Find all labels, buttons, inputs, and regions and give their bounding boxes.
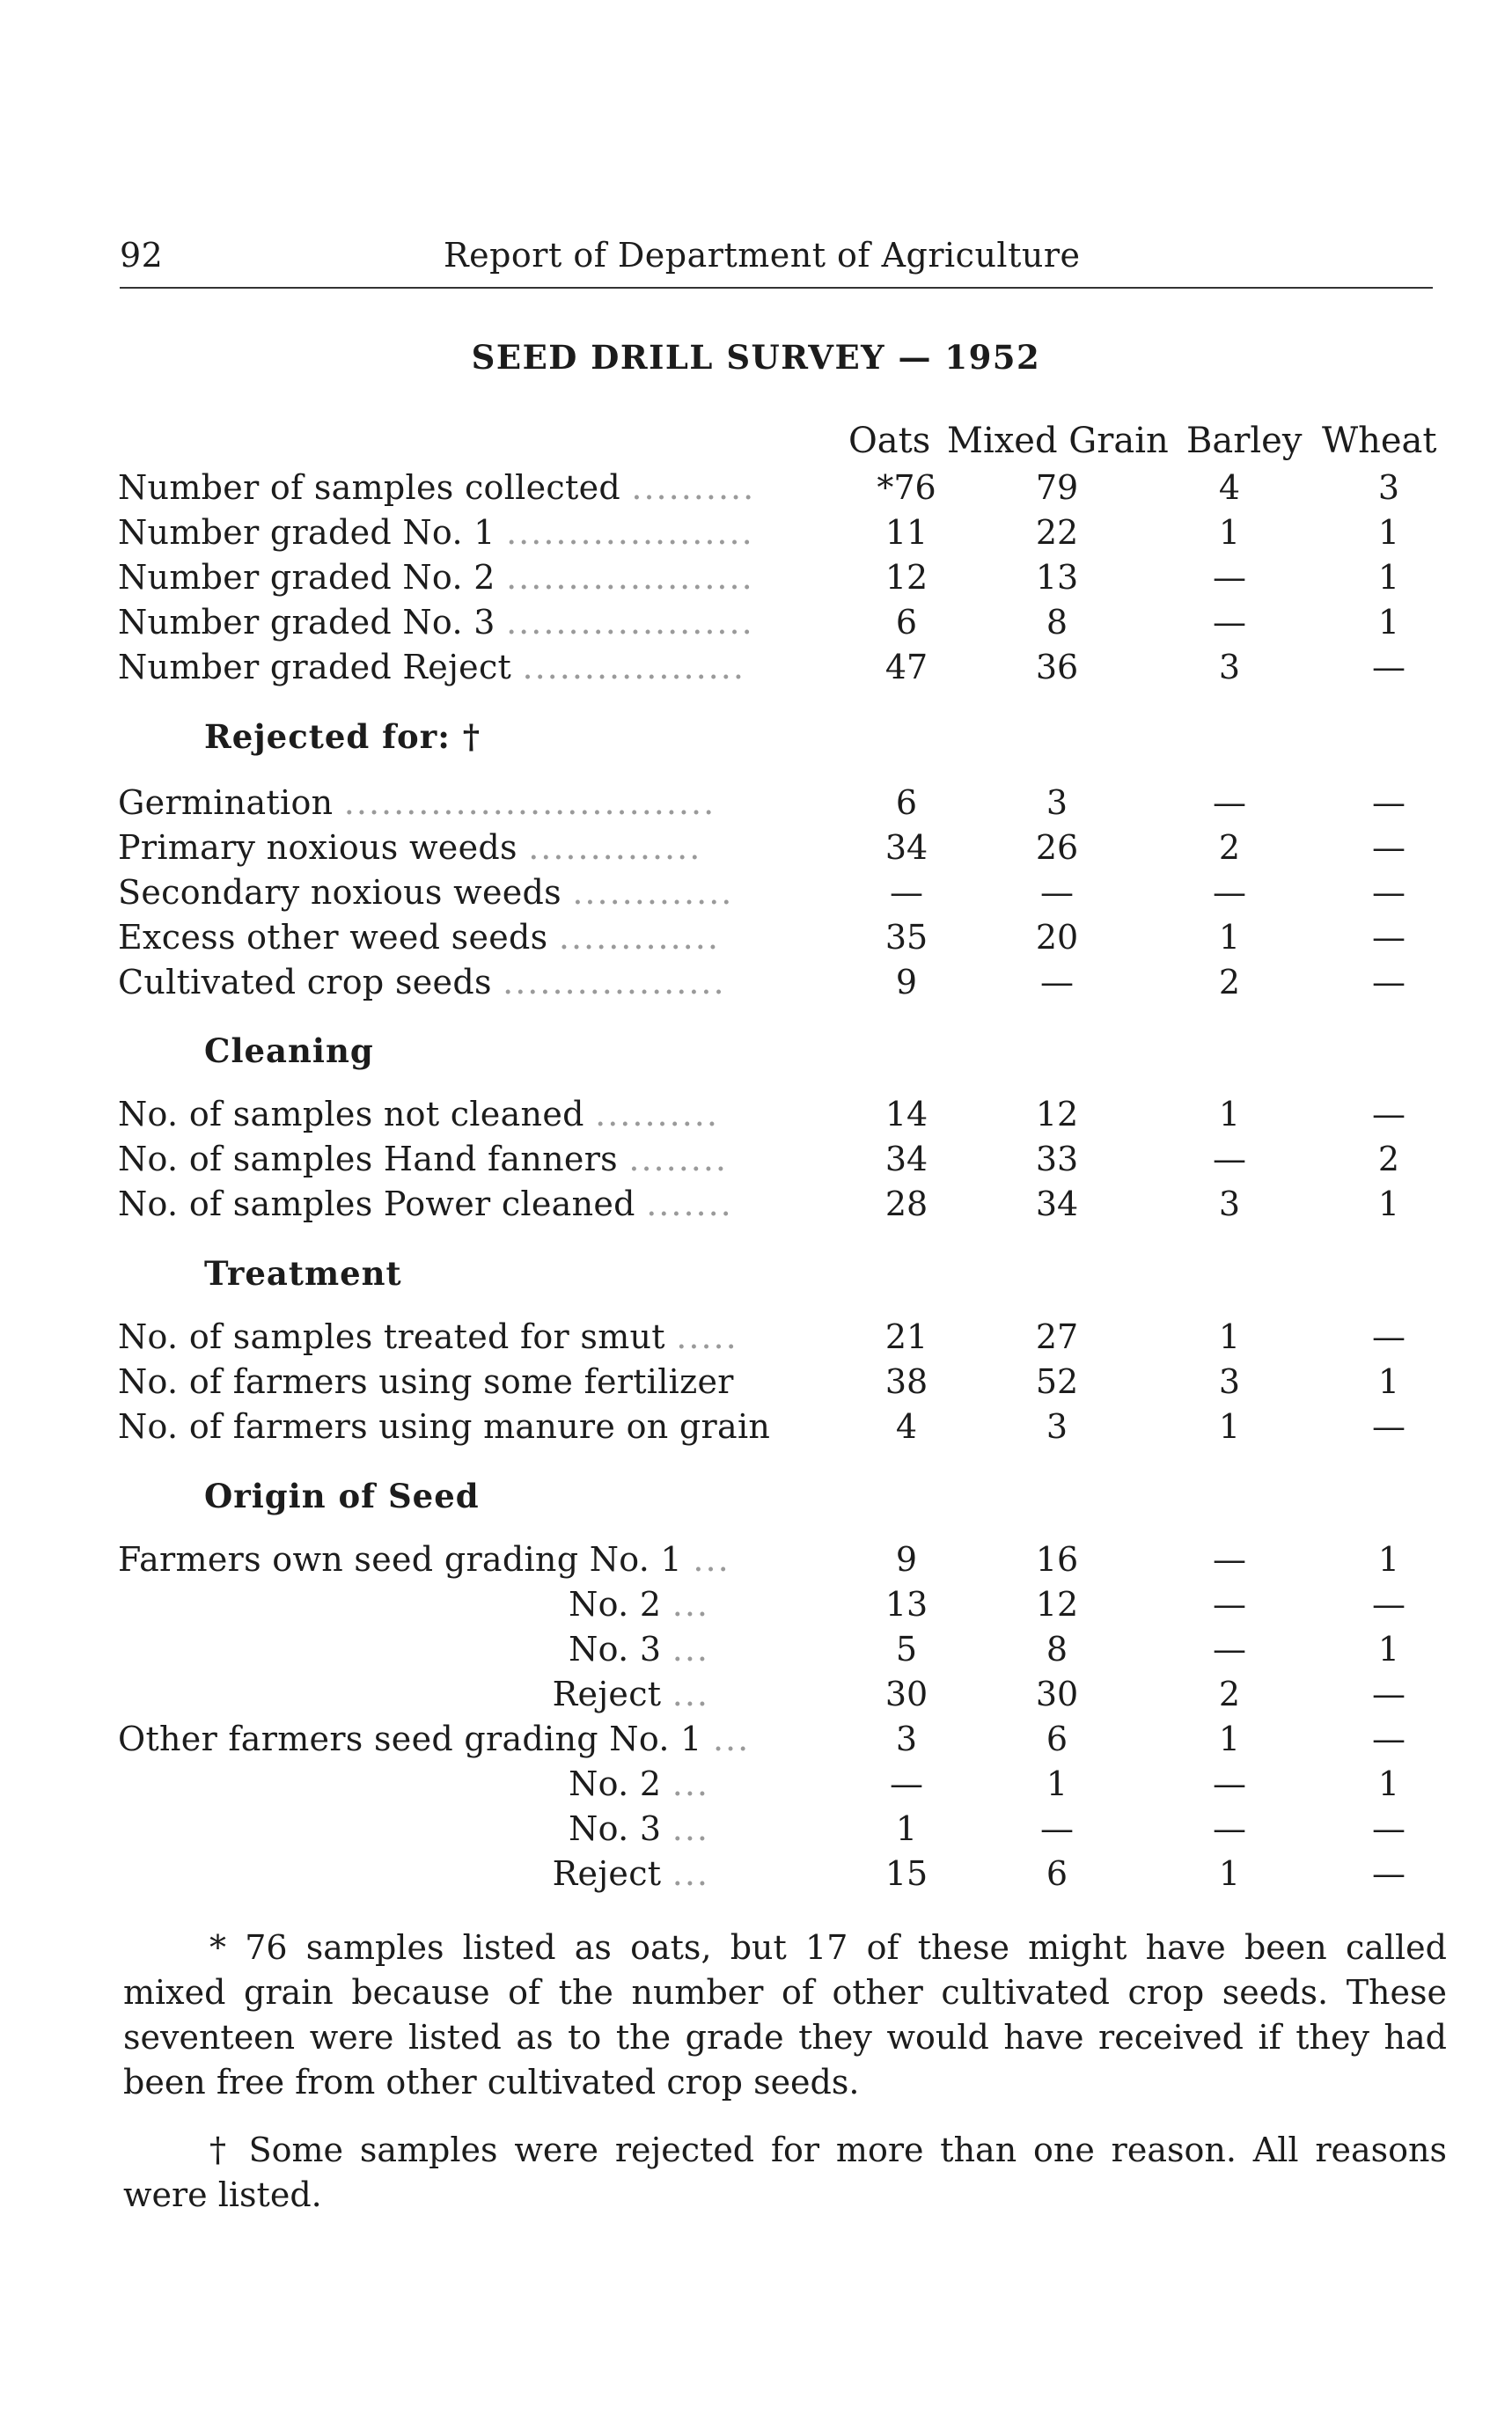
- cell-mixed-grain: 33: [1035, 1140, 1079, 1178]
- table-row: [0, 558, 1512, 602]
- cell-barley: —: [1213, 1140, 1246, 1178]
- row-label: No. 2 ...: [569, 1585, 709, 1624]
- table-row: [0, 1809, 1512, 1853]
- cell-wheat: —: [1372, 828, 1406, 867]
- cell-barley: —: [1213, 558, 1246, 597]
- cell-mixed-grain: 27: [1035, 1317, 1079, 1356]
- table-row: [0, 1140, 1512, 1184]
- table-row: [0, 1720, 1512, 1764]
- row-label: Other farmers seed grading No. 1 ...: [118, 1720, 751, 1758]
- cell-barley: 1: [1218, 1095, 1241, 1133]
- cell-barley: 2: [1218, 963, 1241, 1001]
- cell-wheat: 1: [1377, 513, 1400, 552]
- cell-mixed-grain: 8: [1046, 603, 1068, 642]
- table-row: [0, 918, 1512, 962]
- cell-wheat: 1: [1377, 1362, 1400, 1401]
- row-label: Secondary noxious weeds .............: [118, 873, 734, 912]
- cell-mixed-grain: 30: [1035, 1675, 1079, 1713]
- cell-oats: 9: [895, 963, 918, 1001]
- cell-mixed-grain: 3: [1046, 783, 1068, 822]
- row-label: No. 3 ...: [569, 1630, 709, 1669]
- cell-barley: —: [1213, 873, 1246, 912]
- table-row: [0, 828, 1512, 872]
- cell-mixed-grain: —: [1040, 963, 1074, 1001]
- row-label: No. of samples treated for smut .....: [118, 1317, 738, 1356]
- column-header-oats: Oats: [848, 421, 931, 461]
- cell-barley: —: [1213, 1809, 1246, 1848]
- cell-barley: 1: [1218, 1720, 1241, 1758]
- footnote-text: * 76 samples listed as oats, but 17 of these might have been called mixed grain because of the number of other cultivated crop seeds. These seventeen were listed as to the grade they would have received if they had been free from other cultivated crop seeds.: [123, 1928, 1447, 2102]
- table-row: [0, 1407, 1512, 1451]
- table-row: [0, 603, 1512, 647]
- table-row: [0, 1585, 1512, 1629]
- row-label: Reject ...: [552, 1675, 709, 1713]
- cell-mixed-grain: 6: [1046, 1854, 1068, 1893]
- cell-barley: 2: [1218, 828, 1241, 867]
- cell-oats: 28: [884, 1185, 928, 1223]
- row-label: Germination ..............................: [118, 783, 716, 822]
- table-row: [0, 468, 1512, 512]
- cell-oats: 6: [895, 603, 918, 642]
- row-label: Farmers own seed grading No. 1 ...: [118, 1540, 730, 1579]
- cell-wheat: —: [1372, 1854, 1406, 1893]
- cell-oats: 11: [884, 513, 928, 552]
- cell-barley: 4: [1218, 468, 1241, 507]
- row-label: Number graded No. 3 ....................: [118, 603, 754, 642]
- section-heading-rejected: Rejected for: †: [204, 717, 481, 756]
- cell-barley: —: [1213, 783, 1246, 822]
- table-row: [0, 1362, 1512, 1406]
- row-label: No. of farmers using manure on grain: [118, 1407, 771, 1446]
- cell-oats: 30: [884, 1675, 928, 1713]
- row-label: No. of samples Power cleaned .......: [118, 1185, 733, 1223]
- table-row: [0, 1317, 1512, 1361]
- cell-wheat: 3: [1377, 468, 1400, 507]
- cell-oats: 4: [895, 1407, 918, 1446]
- cell-oats: 5: [895, 1630, 918, 1669]
- cell-oats: —: [890, 873, 923, 912]
- cell-oats: 34: [884, 828, 928, 867]
- cell-wheat: —: [1372, 918, 1406, 957]
- row-label: Primary noxious weeds ..............: [118, 828, 702, 867]
- cell-wheat: —: [1372, 648, 1406, 686]
- row-label: Cultivated crop seeds ..................: [118, 963, 726, 1001]
- table-row: [0, 783, 1512, 827]
- table-row: [0, 1675, 1512, 1719]
- cell-mixed-grain: 52: [1035, 1362, 1079, 1401]
- running-header: [120, 236, 1433, 278]
- cell-oats: 1: [895, 1809, 918, 1848]
- row-label: Number of samples collected ..........: [118, 468, 756, 507]
- column-header-mixed-grain: Mixed Grain: [947, 421, 1169, 461]
- cell-oats: 35: [884, 918, 928, 957]
- cell-mixed-grain: —: [1040, 873, 1074, 912]
- cell-barley: —: [1213, 1540, 1246, 1579]
- table-row: [0, 1540, 1512, 1584]
- row-label: Number graded No. 1 ....................: [118, 513, 754, 552]
- cell-wheat: —: [1372, 1675, 1406, 1713]
- cell-oats: 14: [884, 1095, 928, 1133]
- cell-wheat: —: [1372, 963, 1406, 1001]
- cell-oats: 38: [884, 1362, 928, 1401]
- cell-mixed-grain: 3: [1046, 1407, 1068, 1446]
- table-row: [0, 1630, 1512, 1674]
- cell-mixed-grain: 79: [1035, 468, 1079, 507]
- row-label: Excess other weed seeds .............: [118, 918, 720, 957]
- cell-oats: 47: [884, 648, 928, 686]
- cell-barley: 1: [1218, 1407, 1241, 1446]
- cell-mixed-grain: —: [1040, 1809, 1074, 1848]
- cell-barley: 3: [1218, 1362, 1241, 1401]
- cell-mixed-grain: 34: [1035, 1185, 1079, 1223]
- section-heading-treatment: Treatment: [204, 1254, 402, 1293]
- cell-wheat: —: [1372, 1720, 1406, 1758]
- cell-mixed-grain: 36: [1035, 648, 1079, 686]
- cell-mixed-grain: 16: [1035, 1540, 1079, 1579]
- footnote-dagger: [123, 2128, 1447, 2218]
- cell-wheat: —: [1372, 1585, 1406, 1624]
- cell-oats: *76: [877, 468, 936, 507]
- cell-barley: 1: [1218, 1317, 1241, 1356]
- cell-barley: 1: [1218, 1854, 1241, 1893]
- cell-mixed-grain: 13: [1035, 558, 1079, 597]
- section-heading-origin: Origin of Seed: [204, 1477, 480, 1515]
- cell-oats: —: [890, 1764, 923, 1803]
- table-row: [0, 1764, 1512, 1808]
- cell-mixed-grain: 1: [1046, 1764, 1068, 1803]
- cell-wheat: 1: [1377, 1630, 1400, 1669]
- cell-wheat: —: [1372, 783, 1406, 822]
- cell-wheat: 1: [1377, 1764, 1400, 1803]
- cell-barley: 2: [1218, 1675, 1241, 1713]
- cell-wheat: 1: [1377, 1540, 1400, 1579]
- cell-mixed-grain: 20: [1035, 918, 1079, 957]
- table-row: [0, 1185, 1512, 1229]
- row-label: No. of samples Hand fanners ........: [118, 1140, 729, 1178]
- cell-barley: —: [1213, 1585, 1246, 1624]
- cell-barley: —: [1213, 1764, 1246, 1803]
- footnote-text: † Some samples were rejected for more than one reason. All reasons were listed.: [123, 2131, 1447, 2214]
- table-row: [0, 963, 1512, 1007]
- cell-oats: 21: [884, 1317, 928, 1356]
- row-label: No. of farmers using some fertilizer: [118, 1362, 734, 1401]
- cell-barley: 3: [1218, 648, 1241, 686]
- cell-wheat: —: [1372, 1317, 1406, 1356]
- row-label: Number graded No. 2 ....................: [118, 558, 754, 597]
- cell-oats: 9: [895, 1540, 918, 1579]
- cell-barley: 1: [1218, 513, 1241, 552]
- page-number: 92: [120, 236, 164, 275]
- row-label: No. 3 ...: [569, 1809, 709, 1848]
- header-rule: [120, 287, 1433, 289]
- cell-wheat: 1: [1377, 558, 1400, 597]
- section-heading-cleaning: Cleaning: [204, 1031, 374, 1070]
- row-label: No. of samples not cleaned ..........: [118, 1095, 719, 1133]
- cell-oats: 13: [884, 1585, 928, 1624]
- cell-barley: —: [1213, 603, 1246, 642]
- cell-oats: 6: [895, 783, 918, 822]
- cell-barley: —: [1213, 1630, 1246, 1669]
- cell-mixed-grain: 12: [1035, 1585, 1079, 1624]
- cell-mixed-grain: 8: [1046, 1630, 1068, 1669]
- survey-title: SEED DRILL SURVEY — 1952: [471, 338, 1041, 377]
- table-row: [0, 1854, 1512, 1898]
- column-header-barley: Barley: [1186, 421, 1303, 461]
- cell-mixed-grain: 22: [1035, 513, 1079, 552]
- column-header-wheat: Wheat: [1322, 421, 1437, 461]
- row-label: Number graded Reject ..................: [118, 648, 745, 686]
- table-row: [0, 1095, 1512, 1139]
- cell-wheat: —: [1372, 1809, 1406, 1848]
- cell-wheat: 1: [1377, 603, 1400, 642]
- cell-oats: 12: [884, 558, 928, 597]
- running-title: Report of Department of Agriculture: [444, 236, 1081, 275]
- table-row: [0, 513, 1512, 557]
- cell-mixed-grain: 6: [1046, 1720, 1068, 1758]
- cell-wheat: 2: [1377, 1140, 1400, 1178]
- row-label: Reject ...: [552, 1854, 709, 1893]
- table-row: [0, 648, 1512, 692]
- cell-oats: 3: [895, 1720, 918, 1758]
- row-label: No. 2 ...: [569, 1764, 709, 1803]
- cell-wheat: —: [1372, 873, 1406, 912]
- cell-wheat: —: [1372, 1407, 1406, 1446]
- cell-barley: 1: [1218, 918, 1241, 957]
- cell-barley: 3: [1218, 1185, 1241, 1223]
- cell-mixed-grain: 12: [1035, 1095, 1079, 1133]
- cell-wheat: —: [1372, 1095, 1406, 1133]
- cell-wheat: 1: [1377, 1185, 1400, 1223]
- footnote-asterisk: [123, 1926, 1447, 2105]
- table-row: [0, 873, 1512, 917]
- cell-mixed-grain: 26: [1035, 828, 1079, 867]
- cell-oats: 34: [884, 1140, 928, 1178]
- cell-oats: 15: [884, 1854, 928, 1893]
